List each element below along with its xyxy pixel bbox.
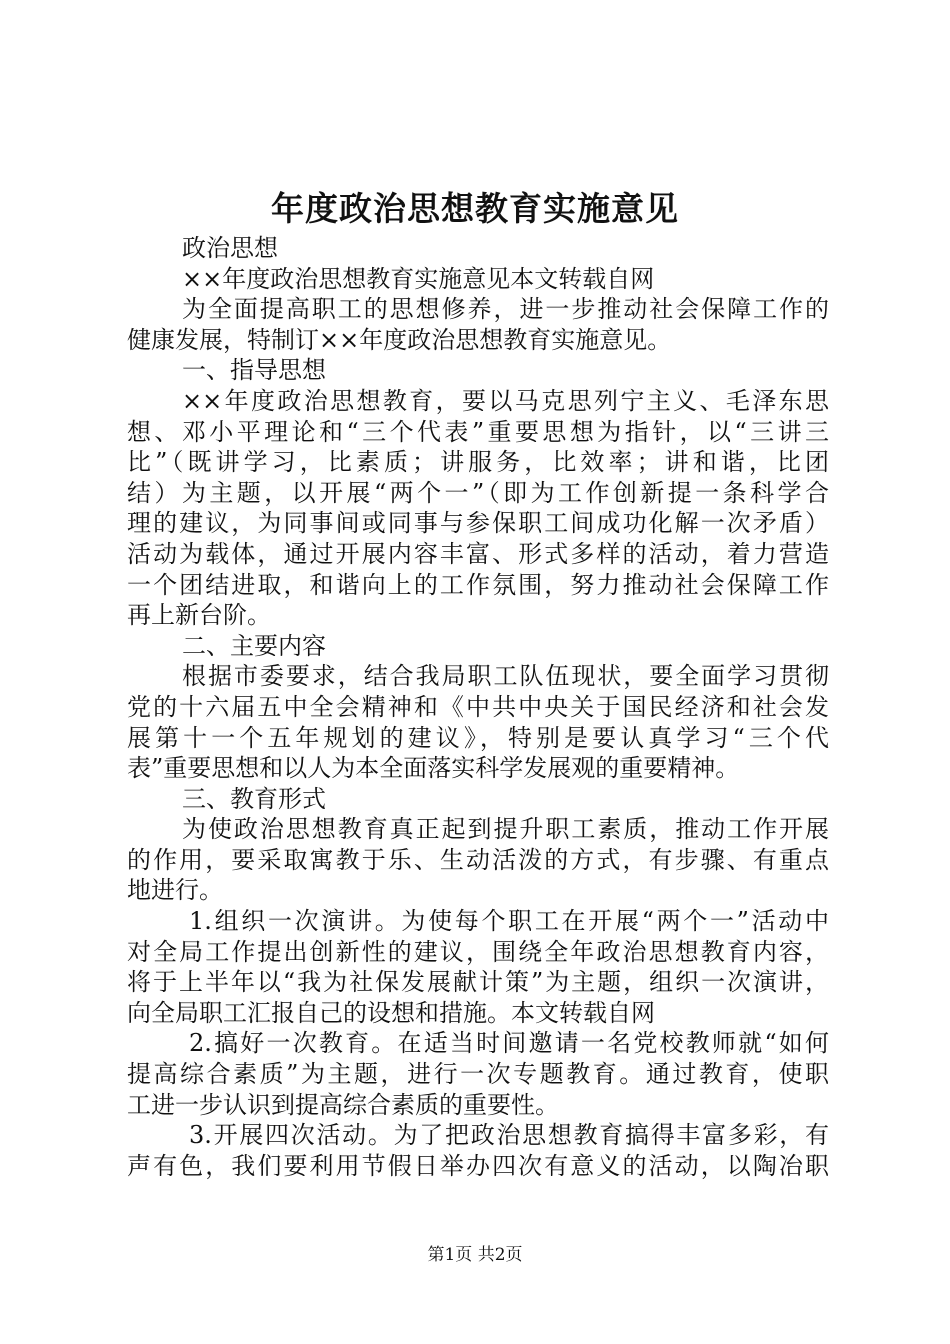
paragraph-line: 为使政治思想教育真正起到提升职工素质，推动工作开展 <box>182 815 829 844</box>
paragraph-line: ××年度政治思想教育，要以马克思列宁主义、毛泽东思 <box>182 386 829 415</box>
document-title: 年度政治思想教育实施意见 <box>271 189 679 228</box>
list-item-line: 1.组织一次演讲。为使每个职工在开展“两个一”活动中 <box>189 907 829 936</box>
paragraph-line: 理的建议，为同事间或同事与参保职工间成功化解一次矛盾） <box>127 509 829 538</box>
section-heading: 二、主要内容 <box>182 631 326 660</box>
paragraph-line: ××年度政治思想教育实施意见本文转载自网 <box>182 264 655 293</box>
paragraph-line: 党的十六届五中全会精神和《中共中央关于国民经济和社会发 <box>127 692 829 721</box>
section-heading: 一、指导思想 <box>182 356 326 385</box>
document-body <box>127 233 829 1181</box>
paragraph-line: 声有色，我们要利用节假日举办四次有意义的活动，以陶冶职 <box>127 1151 829 1180</box>
paragraph-line: 提高综合素质”为主题，进行一次专题教育。通过教育，使职 <box>127 1060 829 1089</box>
paragraph-line: 比”（既讲学习，比素质；讲服务，比效率；讲和谐，比团 <box>127 448 829 477</box>
paragraph-line: 为全面提高职工的思想修养，进一步推动社会保障工作的 <box>182 295 829 324</box>
paragraph-line: 一个团结进取，和谐向上的工作氛围，努力推动社会保障工作 <box>127 570 829 599</box>
paragraph-line: 活动为载体，通过开展内容丰富、形式多样的活动，着力营造 <box>127 539 829 568</box>
paragraph-line: 想、邓小平理论和“三个代表”重要思想为指针，以“三讲三 <box>127 417 829 446</box>
paragraph-line: 向全局职工汇报自己的设想和措施。本文转载自网 <box>127 998 655 1027</box>
paragraph-line: 对全局工作提出创新性的建议，围绕全年政治思想教育内容， <box>127 937 829 966</box>
paragraph-line: 地进行。 <box>127 876 223 905</box>
paragraph-line: 的作用，要采取寓教于乐、生动活泼的方式，有步骤、有重点 <box>127 845 829 874</box>
paragraph-line: 表”重要思想和以人为本全面落实科学发展观的重要精神。 <box>127 754 740 783</box>
section-heading: 三、教育形式 <box>182 784 326 813</box>
list-item-line: 2.搞好一次教育。在适当时间邀请一名党校教师就“如何 <box>189 1029 829 1058</box>
page-footer: 第1页 共2页 <box>427 1245 523 1265</box>
paragraph-line: 将于上半年以“我为社保发展献计策”为主题，组织一次演讲， <box>127 968 829 997</box>
paragraph-line: 根据市委要求，结合我局职工队伍现状，要全面学习贯彻 <box>182 662 829 691</box>
paragraph-line: 健康发展，特制订××年度政治思想教育实施意见。 <box>127 325 672 354</box>
paragraph-line: 结）为主题，以开展“两个一”（即为工作创新提一条科学合 <box>127 478 829 507</box>
paragraph-line: 再上新台阶。 <box>127 601 271 630</box>
list-item-line: 3.开展四次活动。为了把政治思想教育搞得丰富多彩，有 <box>189 1121 829 1150</box>
paragraph-line: 政治思想 <box>182 234 278 262</box>
paragraph-line: 展第十一个五年规划的建议》，特别是要认真学习“三个代 <box>127 723 829 752</box>
paragraph-line: 工进一步认识到提高综合素质的重要性。 <box>127 1090 559 1119</box>
